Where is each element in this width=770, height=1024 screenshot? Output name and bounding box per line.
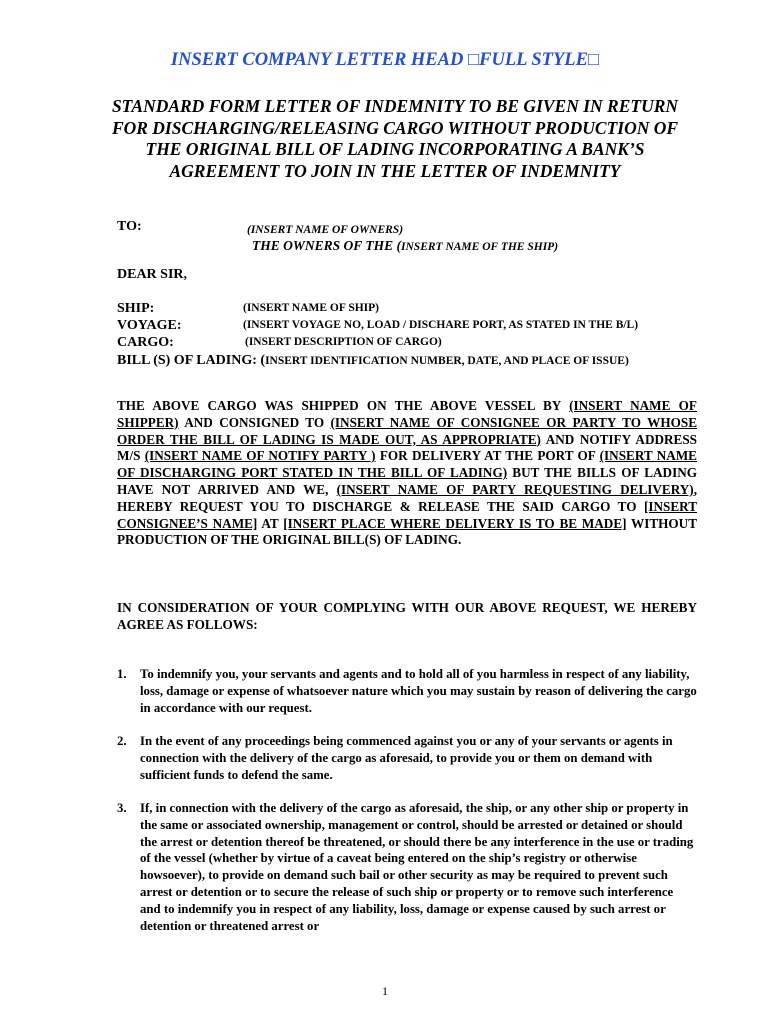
para-text: AND NOTIFY ADDRESS M/S	[117, 431, 697, 464]
ship-label: SHIP:	[117, 301, 155, 316]
voyage-value: (INSERT VOYAGE NO, LOAD / DISCHARE PORT, AS STATED IN THE B/L)	[243, 319, 639, 331]
bill-of-lading-value: INSERT IDENTIFICATION NUMBER, DATE, AND PLACE OF ISSUE)	[265, 355, 629, 367]
consideration-paragraph: IN CONSIDERATION OF YOUR COMPLYING WITH OUR ABOVE REQUEST, WE HEREBY AGREE AS FOLLOWS:	[117, 600, 697, 632]
para-text: THE ABOVE CARGO WAS SHIPPED ON THE ABOVE VESSEL BY	[117, 398, 570, 413]
to-line-2	[252, 237, 558, 255]
list-item	[117, 666, 697, 716]
list-item-number: 1.	[117, 667, 127, 681]
shipper-placeholder: (INSERT NAME OF SHIPPER)	[117, 398, 697, 430]
para-text: AT	[257, 515, 284, 531]
para-text: WITHOUT PRODUCTION OF THE ORIGINAL BILL(S) OF LADING.	[117, 515, 698, 548]
cargo-label: CARGO:	[117, 335, 174, 350]
list-item	[117, 733, 697, 783]
salutation: DEAR SIR,	[117, 267, 188, 282]
ship-name-placeholder: INSERT NAME OF THE SHIP)	[401, 241, 559, 253]
para-text: BUT THE BILLS OF LADING HAVE NOT ARRIVED AND WE,	[117, 465, 697, 497]
to-line-1	[247, 220, 403, 238]
letterhead-placeholder: INSERT COMPANY LETTER HEAD □FULL STYLE□	[170, 50, 600, 70]
owners-name-placeholder: (INSERT NAME OF OWNERS)	[247, 224, 404, 236]
notify-party-placeholder: (INSERT NAME OF NOTIFY PARTY )	[144, 448, 376, 464]
cargo-value: (INSERT DESCRIPTION OF CARGO)	[245, 336, 442, 348]
list-item-number: 3.	[117, 801, 127, 815]
list-item	[117, 800, 697, 934]
page-number: 1	[382, 984, 388, 998]
request-paragraph	[117, 398, 697, 549]
para-text: FOR DELIVERY AT THE PORT OF	[375, 448, 600, 464]
list-item-number: 2.	[117, 734, 127, 748]
delivery-place-placeholder: [INSERT PLACE WHERE DELIVERY IS TO BE MADE]	[283, 515, 627, 531]
para-text: , HEREBY REQUEST YOU TO DISCHARGE & RELEASE THE SAID CARGO TO	[117, 481, 697, 514]
bill-of-lading-label: BILL (S) OF LADING: (	[117, 353, 266, 368]
owners-of-prefix: THE OWNERS OF THE (	[252, 238, 402, 253]
list-item-text: To indemnify you, your servants and agents and to hold all of you harmless in respect of any liability, loss, damage or expense of whatsoever nature which you may sustain by reason of delivering the cargo in accordance with our request.	[140, 667, 697, 715]
list-item-text: In the event of any proceedings being commenced against you or any of your servants or agents in connection with the delivery of the cargo as aforesaid, to provide you or them on demand with sufficient funds to defend the same.	[140, 734, 673, 782]
ship-value: (INSERT NAME OF SHIP)	[243, 302, 380, 314]
voyage-label: VOYAGE:	[117, 318, 182, 333]
discharging-port-placeholder: (INSERT NAME OF DISCHARGING PORT STATED IN THE BILL OF LADING)	[117, 448, 697, 481]
consignee-name-placeholder: [INSERT CONSIGNEE’S NAME]	[117, 498, 697, 531]
document-title: STANDARD FORM LETTER OF INDEMNITY TO BE GIVEN IN RETURN FOR DISCHARGING/RELEASING CARGO WITHOUT PRODUCTION OF THE ORIGINAL BILL OF LADING INCORPORATING A BANK’S AGREEMENT TO JOIN IN THE LETTER OF INDEMNITY	[111, 96, 679, 181]
consignee-placeholder: (INSERT NAME OF CONSIGNEE OR PARTY TO WHOSE ORDER THE BILL OF LADING IS MADE OUT, AS APPROPRIATE)	[117, 414, 697, 447]
bill-of-lading-line	[117, 351, 629, 369]
to-label: TO:	[117, 219, 142, 234]
para-text: AND CONSIGNED TO	[178, 414, 331, 430]
list-item-text: If, in connection with the delivery of the cargo as aforesaid, the ship, or any other ship or property in the same or associated ownership, management or control, should be arrested or detained or should the arrest or detention thereof be threatened, or should there be any interference in the use or trading of the vessel (whether by virtue of a caveat being entered on the ship’s registry or otherwise howsoever), to provide on demand such bail or other security as may be required to prevent such arrest or detention or to secure the release of such ship or property or to remove such interference and to indemnify you in respect of any liability, loss, damage or expense caused by such arrest or detention or threatened arrest or	[140, 801, 694, 933]
requesting-party-placeholder: (INSERT NAME OF PARTY REQUESTING DELIVERY)	[336, 481, 694, 497]
